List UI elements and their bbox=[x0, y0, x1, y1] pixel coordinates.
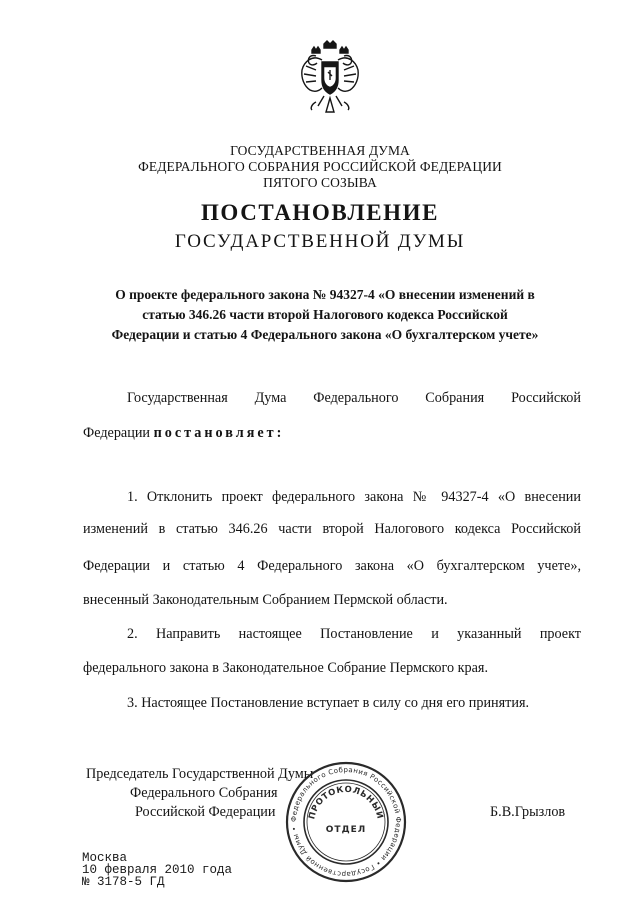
document-subtitle: ГОСУДАРСТВЕННОЙ ДУМЫ bbox=[174, 231, 466, 252]
signatory-name: Б.В.Грызлов bbox=[490, 804, 566, 820]
item-1-line-2: изменений в статью 346.26 части второй Налогового кодекса Российской bbox=[83, 521, 581, 537]
stamp-top-text: ПРОТОКОЛЬНЫЙ bbox=[307, 784, 385, 821]
subject-line-3: Федерации и статью 4 Федерального закона «О бухгалтерском учете» bbox=[111, 327, 539, 342]
official-stamp-icon bbox=[284, 760, 408, 884]
document-title: ПОСТАНОВЛЕНИЕ bbox=[200, 200, 440, 225]
item-1-line-1: 1. Отклонить проект федерального закона № 94327-4 «О внесении bbox=[127, 489, 581, 505]
document-subject bbox=[72, 285, 578, 345]
footer-date: 10 февраля 2010 года bbox=[82, 863, 233, 877]
header-line-3: ПЯТОГО СОЗЫВА bbox=[263, 175, 377, 190]
preamble-federation: Федерации bbox=[83, 425, 151, 441]
item-1-line-3: Федерации и статью 4 Федерального закона «О бухгалтерском учете», bbox=[83, 558, 581, 574]
preamble-line-2 bbox=[83, 424, 284, 442]
subject-line-1: О проекте федерального закона № 94327-4 «О внесении изменений в bbox=[115, 287, 535, 302]
header-line-1: ГОСУДАРСТВЕННАЯ ДУМА bbox=[230, 143, 410, 158]
subject-line-2: статью 346.26 части второй Налогового кодекса Российской bbox=[142, 307, 508, 322]
stamp-center-text: ОТДЕЛ bbox=[325, 825, 367, 835]
preamble-decrees: постановляет: bbox=[153, 425, 285, 441]
preamble-line-1: Государственная Дума Федерального Собрания Российской bbox=[127, 390, 581, 406]
coat-of-arms-icon bbox=[300, 40, 360, 116]
item-2-line-2: федерального закона в Законодательное Собрание Пермского края. bbox=[83, 660, 488, 676]
item-3-line-1: 3. Настоящее Постановление вступает в силу со дня его принятия. bbox=[127, 695, 530, 711]
item-1-line-4: внесенный Законодательным Собранием Пермской области. bbox=[83, 592, 448, 608]
signatory-title-line-2: Федерального Собрания bbox=[130, 785, 278, 801]
signatory-title-line-3: Российской Федерации bbox=[135, 804, 276, 820]
footer-city: Москва bbox=[82, 851, 128, 865]
header-line-2: ФЕДЕРАЛЬНОГО СОБРАНИЯ РОССИЙСКОЙ ФЕДЕРАЦИИ bbox=[138, 159, 502, 174]
footer-number: № 3178-5 ГД bbox=[82, 875, 165, 889]
stamp-ring-text: Федерального Собрания Российской Федерации • Государственной Думы • bbox=[289, 765, 403, 879]
item-2-line-1: 2. Направить настоящее Постановление и указанный проект bbox=[127, 626, 581, 642]
signatory-title-line-1: Председатель Государственной Думы bbox=[86, 766, 314, 782]
